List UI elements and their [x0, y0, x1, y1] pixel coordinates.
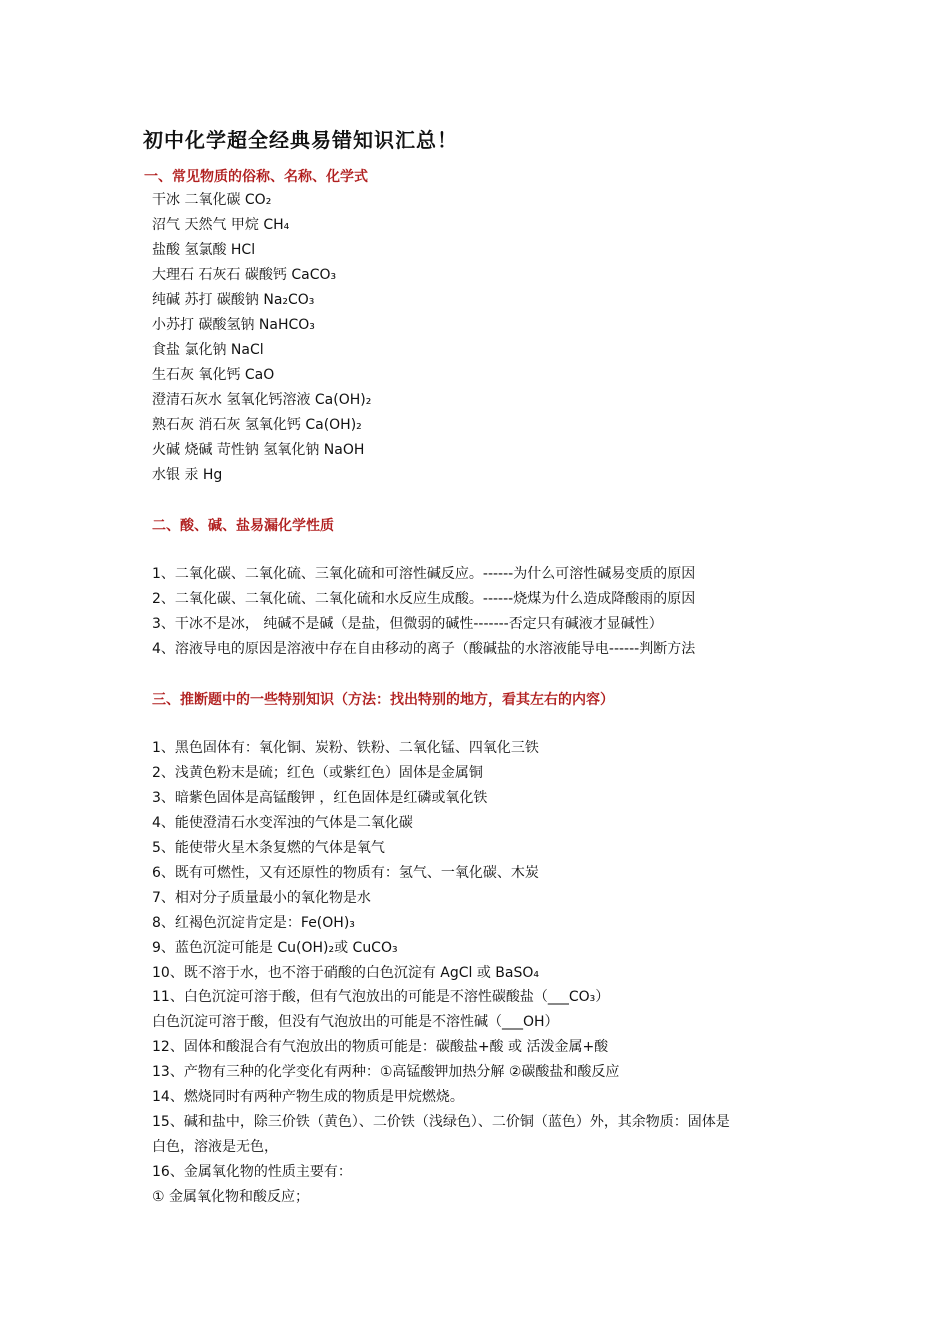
section-3-item: 16、金属氧化物的性质主要有： — [152, 1164, 352, 1180]
section-1-item: 纯碱 苏打 碳酸钠 Na₂CO₃ — [152, 292, 315, 308]
section-3-item: 2、浅黄色粉末是硫；红色（或紫红色）固体是金属铜 — [152, 765, 483, 781]
section-1-heading: 一、常见物质的俗称、名称、化学式 — [144, 169, 368, 185]
section-3-item: 15、碱和盐中，除三价铁（黄色）、二价铁（浅绿色）、二价铜（蓝色）外，其余物质：固体是 — [152, 1114, 730, 1130]
section-2-heading: 二、酸、碱、盐易漏化学性质 — [152, 518, 334, 534]
section-1-item: 水银 汞 Hg — [152, 467, 223, 483]
section-3-item: 白色沉淀可溶于酸，但没有气泡放出的可能是不溶性碱（___OH） — [152, 1014, 559, 1030]
section-3-item: 14、燃烧同时有两种产物生成的物质是甲烷燃烧。 — [152, 1089, 464, 1105]
section-1-item: 盐酸 氢氯酸 HCl — [152, 242, 256, 258]
section-1-item: 干冰 二氧化碳 CO₂ — [152, 192, 272, 208]
section-3-item: 6、既有可燃性，又有还原性的物质有：氢气、一氧化碳、木炭 — [152, 865, 539, 881]
section-3-item: 8、红褐色沉淀肯定是：Fe(OH)₃ — [152, 915, 355, 931]
section-2-item: 1、二氧化碳、二氧化硫、三氧化硫和可溶性碱反应。------为什么可溶性碱易变质的原因 — [152, 566, 696, 582]
section-1-item: 小苏打 碳酸氢钠 NaHCO₃ — [152, 317, 315, 333]
section-3-item: 1、黑色固体有：氧化铜、炭粉、铁粉、二氧化锰、四氧化三铁 — [152, 740, 539, 756]
section-3-item: 5、能使带火星木条复燃的气体是氧气 — [152, 840, 385, 856]
section-3-item: 9、蓝色沉淀可能是 Cu(OH)₂或 CuCO₃ — [152, 940, 398, 956]
page-title: 初中化学超全经典易错知识汇总！ — [143, 128, 458, 152]
section-1-item: 澄清石灰水 氢氧化钙溶液 Ca(OH)₂ — [152, 392, 372, 408]
section-3-item: 12、固体和酸混合有气泡放出的物质可能是：碳酸盐+酸 或 活泼金属+酸 — [152, 1039, 609, 1055]
section-3-heading: 三、推断题中的一些特别知识（方法：找出特别的地方，看其左右的内容） — [152, 692, 614, 708]
section-3-item: 13、产物有三种的化学变化有两种：①高锰酸钾加热分解 ②碳酸盐和酸反应 — [152, 1064, 620, 1080]
section-3-item: ① 金属氧化物和酸反应； — [152, 1189, 310, 1205]
section-1-item: 食盐 氯化钠 NaCl — [152, 342, 264, 358]
section-3-item: 11、白色沉淀可溶于酸，但有气泡放出的可能是不溶性碳酸盐（___CO₃） — [152, 989, 610, 1005]
section-2-item: 3、干冰不是冰， 纯碱不是碱（是盐，但微弱的碱性-------否定只有碱液才显碱性） — [152, 616, 663, 632]
section-2-item: 2、二氧化碳、二氧化硫、二氧化硫和水反应生成酸。------烧煤为什么造成降酸雨的原因 — [152, 591, 696, 607]
section-1-item: 沼气 天然气 甲烷 CH₄ — [152, 217, 290, 233]
section-3-item: 10、既不溶于水，也不溶于硝酸的白色沉淀有 AgCl 或 BaSO₄ — [152, 965, 539, 981]
section-1-item: 大理石 石灰石 碳酸钙 CaCO₃ — [152, 267, 337, 283]
section-2-item: 4、溶液导电的原因是溶液中存在自由移动的离子（酸碱盐的水溶液能导电------判断方法 — [152, 641, 696, 657]
section-3-item: 4、能使澄清石水变浑浊的气体是二氧化碳 — [152, 815, 413, 831]
section-1-item: 熟石灰 消石灰 氢氧化钙 Ca(OH)₂ — [152, 417, 362, 433]
section-3-item: 7、相对分子质量最小的氧化物是水 — [152, 890, 371, 906]
section-1-item: 火碱 烧碱 苛性钠 氢氧化钠 NaOH — [152, 442, 365, 458]
section-3-item: 白色，溶液是无色， — [152, 1139, 278, 1155]
section-3-item: 3、暗紫色固体是高锰酸钾 ，红色固体是红磷或氧化铁 — [152, 790, 488, 806]
section-1-item: 生石灰 氧化钙 CaO — [152, 367, 275, 383]
